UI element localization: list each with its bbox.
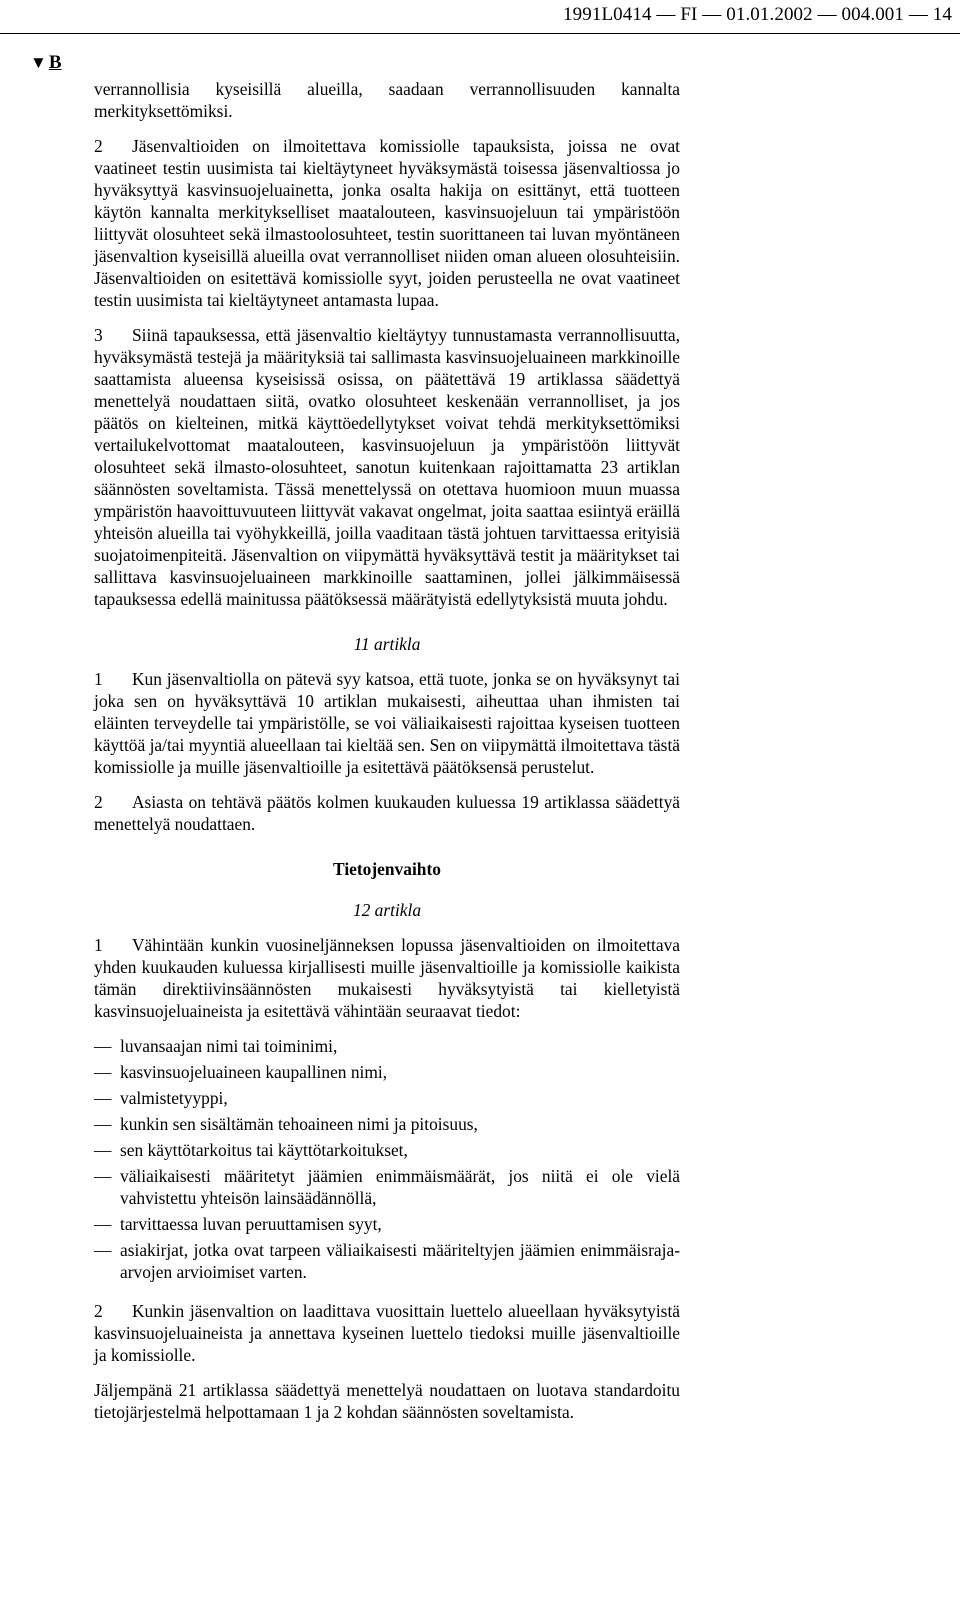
paragraph-text: Jäsenvaltioiden on ilmoitettava komissiolle tapauksista, joissa ne ovat vaatineet testin uusimista tai kieltäytyneet hyväksymästä toisessa jäsenvaltiossa jo hyväksyttyä kasvinsuojeluainetta, jonka osalta hakija on esittänyt, että tuotteen käytön kannalta merkitykselliset maatalouteen, kasvinsuojeluun tai ympäristöön liittyvät olosuhteet sekä ilmastoolosuhteet, testin suorittaneen tai luvan myöntäneen jäsenvaltion kyseisillä alueilla ovat verrannolliset niiden oman alueen olosuhteisiin. Jäsenvaltioiden on esitettävä komissiolle syyt, joiden perusteella ne ovat vaatineet testin uusimista tai kieltäytyneet antamasta lupaa.: [94, 136, 680, 310]
list-item: — väliaikaisesti määritetyt jäämien enimmäismäärät, jos niitä ei ole vielä vahvistettu yhteisön lainsäädännöllä,: [94, 1166, 680, 1208]
paragraph-text: Vähintään kunkin vuosineljänneksen lopussa jäsenvaltioiden on ilmoitettava yhden kuukauden kuluessa kirjallisesti muille jäsenvaltioille ja komissiolle kaikista tämän direktiivinsäännösten mukaisesti hyväksytyistä tai kielletyistä kasvinsuojeluaineista ja esitettävä vähintään seuraavat tiedot:: [94, 935, 680, 1021]
list-item: — kunkin sen sisältämän tehoaineen nimi ja pitoisuus,: [94, 1114, 478, 1134]
required-information-list: [94, 1035, 680, 1283]
dash-bullet: —: [94, 1166, 112, 1186]
paragraph-number: 2: [94, 792, 103, 812]
article-12-title: 12 artikla: [352, 900, 422, 920]
article-11-title: 11 artikla: [353, 634, 421, 654]
list-item: — tarvittaessa luvan peruuttamisen syyt,: [94, 1214, 382, 1234]
dash-bullet: —: [94, 1062, 112, 1082]
header-divider: [0, 33, 960, 34]
document-body: [94, 78, 680, 1423]
dash-bullet: —: [94, 1114, 112, 1134]
article-11-paragraph-2: [94, 791, 680, 835]
amendment-marker-letter: B: [48, 52, 62, 73]
dash-bullet: —: [94, 1088, 112, 1108]
dash-bullet: —: [94, 1240, 112, 1260]
article-12-paragraph-3: Jäljempänä 21 artiklassa säädettyä menettelyä noudattaen on luotava standardoitu tietojärjestelmä helpottamaan 1 ja 2 kohdan säännösten soveltamista.: [94, 1380, 680, 1422]
paragraph-text: Kunkin jäsenvaltion on laadittava vuosittain luettelo alueellaan hyväksytyistä kasvinsuojeluaineista ja annettava kyseinen luettelo tiedoksi muille jäsenvaltioille ja komissiolle.: [94, 1301, 680, 1365]
dash-bullet: —: [94, 1036, 112, 1056]
paragraph-number: 3: [94, 325, 103, 345]
paragraph-2: [94, 135, 680, 311]
page-header: 1991L0414 — FI — 01.01.2002 — 004.001 — 14: [563, 4, 952, 25]
list-item: — sen käyttötarkoitus tai käyttötarkoitukset,: [94, 1140, 408, 1160]
dash-bullet: —: [94, 1214, 112, 1234]
paragraph-3: [94, 324, 680, 610]
section-title: Tietojenvaihto: [333, 859, 441, 879]
list-item: — asiakirjat, jotka ovat tarpeen väliaikaisesti määriteltyjen jäämien enimmäisraja-arvojen arvioimiset varten.: [94, 1240, 680, 1282]
article-12-paragraph-1: [94, 934, 680, 1022]
list-item: — kasvinsuojeluaineen kaupallinen nimi,: [94, 1062, 388, 1082]
paragraph-text: Kun jäsenvaltiolla on pätevä syy katsoa, että tuote, jonka se on hyväksynyt tai joka sen on hyväksyttävä 10 artiklan mukaisesti, aiheuttaa uhan ihmisten tai eläinten terveydelle tai ympäristölle, se voi väliaikaisesti rajoittaa kyseisen tuotteen käyttöä ja/tai myyntiä alueellaan tai kieltää sen. Sen on viipymättä ilmoitettava tästä komissiolle ja muille jäsenvaltioille ja esitettävä päätöksensä perustelut.: [94, 669, 680, 777]
paragraph-number: 1: [94, 669, 103, 689]
intro-paragraph: verrannollisia kyseisillä alueilla, saadaan verrannollisuuden kannalta merkityksettömiksi.: [94, 79, 680, 121]
paragraph-text: Siinä tapauksessa, että jäsenvaltio kieltäytyy tunnustamasta verrannollisuutta, hyväksymästä testejä ja määrityksiä tai sallimasta kasvinsuojeluaineen markkinoille saattamista alueensa kyseisissä osissa, on päätettävä 19 artiklassa säädettyä menettelyä noudattaen siitä, ovatko olosuhteet keskenään verrannolliset, ja jos päätös on kielteinen, mitkä käyttöedellytykset voivat tehdä merkityksettömiksi vertailukelvottomat maatalouteen, kasvinsuojeluun ja ympäristöön liittyvät olosuhteet sekä ilmasto-olosuhteet, sanotun kuitenkaan rajoittamatta 23 artiklan säännösten soveltamista. Tässä menettelyssä on otettava huomioon muun muassa ympäristön haavoittuvuuteen liittyvät vakavat ongelmat, joita saattaa esiintyä eräillä yhteisön alueilla tai vyöhykkeillä, joilla vaaditaan tästä johtuen tarvittaessa erityisiä suojatoimenpiteitä. Jäsenvaltion on viipymättä hyväksyttävä testit ja määritykset tai sallittava kasvinsuojeluaineen markkinoille saattaminen, jollei jälkimmäisessä tapauksessa edellä mainitussa päätöksessä määrätyistä edellytyksistä muuta johdu.: [94, 325, 680, 609]
triangle-down-icon: ▼: [30, 53, 47, 72]
dash-bullet: —: [94, 1140, 112, 1160]
paragraph-number: 1: [94, 935, 103, 955]
article-12-paragraph-2: [94, 1300, 680, 1366]
paragraph-text: Asiasta on tehtävä päätös kolmen kuukauden kuluessa 19 artiklassa säädettyä menettelyä noudattaen.: [94, 792, 680, 834]
paragraph-number: 2: [94, 136, 103, 156]
paragraph-number: 2: [94, 1301, 103, 1321]
article-11-paragraph-1: [94, 668, 680, 778]
list-item: — luvansaajan nimi tai toiminimi,: [94, 1036, 338, 1056]
list-item: — valmistetyyppi,: [94, 1088, 228, 1108]
amendment-marker: [30, 52, 62, 74]
